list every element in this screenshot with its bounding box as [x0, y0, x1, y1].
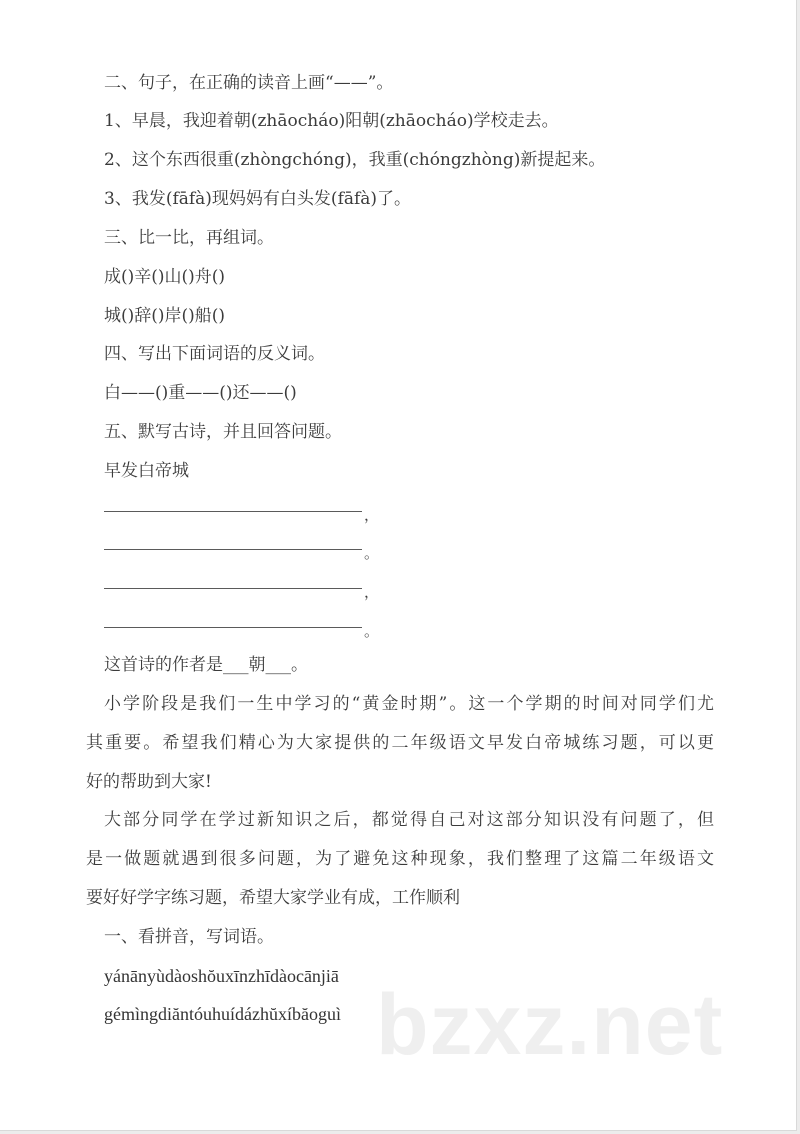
blank-punctuation: ，: [364, 505, 380, 524]
blank-punctuation: 。: [364, 544, 380, 563]
pinyin-line: yánānyùdàoshŏuxīnzhīdàocānjiā: [104, 965, 339, 986]
sentence-item: 2、这个东西很重(zhòngchóng)，我重(chóngzhòng)新提起来。: [104, 150, 606, 171]
section-heading-antonyms: 四、写出下面词语的反义词。: [104, 344, 325, 365]
blank-punctuation: ，: [364, 583, 380, 602]
fill-in-blank-line: [104, 588, 362, 589]
poem-title: 早发白帝城: [104, 460, 189, 481]
poem-blank-row: [86, 530, 714, 569]
poem-blank-row: [86, 491, 714, 530]
sentence-item: 3、我发(fāfà)现妈妈有白头发(fāfà)了。: [104, 189, 412, 210]
compare-row: 城()辞()岸()船(): [104, 305, 226, 326]
paragraph-line: 要好好学字练习题，希望大家学业有成，工作顺利: [86, 887, 460, 908]
site-watermark: bzxz.net: [376, 977, 724, 1073]
section-heading-compare: 三、比一比，再组词。: [104, 227, 274, 248]
poem-blank-row: [86, 568, 714, 607]
page-content: [86, 64, 714, 1035]
paragraph-line: 是一做题就遇到很多问题，为了避免这种现象，我们整理了这篇二年级语文: [86, 849, 714, 870]
fill-in-blank-line: [104, 627, 362, 628]
poem-author-question: 这首诗的作者是___朝___。: [104, 655, 308, 676]
poem-blank-row: [86, 607, 714, 646]
paragraph-line: 其重要。希望我们精心为大家提供的二年级语文早发白帝城练习题，可以更: [86, 732, 714, 753]
section-heading-pinyin: 一、看拼音，写词语。: [104, 926, 274, 947]
fill-in-blank-line: [104, 511, 362, 512]
paragraph-line: 小学阶段是我们一生中学习的“黄金时期”。这一个学期的时间对同学们尤: [104, 693, 714, 714]
pinyin-line: gémìngdiăntóuhuídázhŭxíbăoguì: [104, 1004, 341, 1025]
compare-row: 成()辛()山()舟(): [104, 266, 226, 287]
section-heading-poem: 五、默写古诗，并且回答问题。: [104, 422, 342, 443]
antonym-row: 白——()重——()还——(): [104, 383, 297, 404]
paragraph-line: 大部分同学在学过新知识之后，都觉得自己对这部分知识没有问题了，但: [104, 810, 714, 831]
section-heading-sentences: 二、句子，在正确的读音上画“——”。: [104, 72, 394, 93]
paragraph-line: 好的帮助到大家!: [86, 771, 212, 792]
sentence-item: 1、早晨，我迎着朝(zhāocháo)阳朝(zhāocháo)学校走去。: [104, 111, 559, 132]
fill-in-blank-line: [104, 549, 362, 550]
paragraph-intro: [86, 685, 714, 801]
blank-punctuation: 。: [364, 622, 380, 641]
paragraph-summary: [86, 801, 714, 917]
